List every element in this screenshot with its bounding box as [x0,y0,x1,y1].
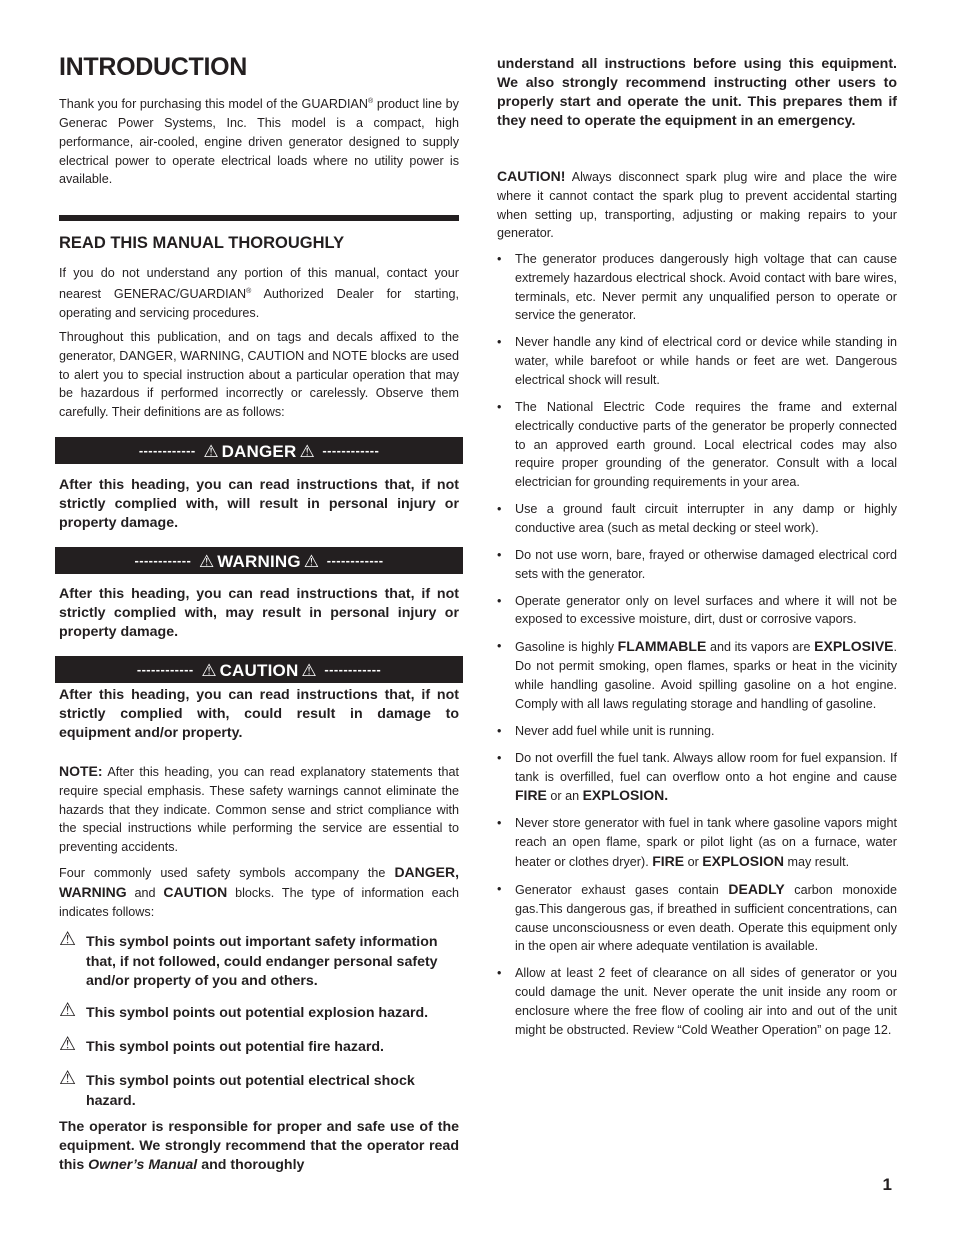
electrical-shock-icon: ⚠ [59,1068,77,1089]
list-item: • Do not overfill the fuel tank. Always allow room for fuel expansion. If tank is overfilled, fuel can overflow onto a hot engine and cause FIRE or an EXPLOSION. [497,750,897,804]
caution-paragraph: CAUTION! Always disconnect spark plug wire and place the wire where it cannot contact the spark plug to prevent accidental starting when setting up, transporting, adjusting or making repairs to your generator. [497,168,897,241]
explosion-hazard-icon: ⚠ [59,1000,77,1021]
safety-bullet-list [497,250,897,1048]
danger-banner: ------------ ⚠ DANGER ⚠ ------------ [55,437,463,464]
page-number: 1 [882,1175,892,1194]
symbol-item-electrical: ⚠ This symbol points out potential electrical shock hazard. [59,1068,415,1109]
page-title: INTRODUCTION [59,53,248,81]
section-divider [59,215,459,221]
list-item: • Gasoline is highly FLAMMABLE and its vapors are EXPLOSIVE. Do not permit smoking, open flames, sparks or heat in the vicinity while handling gasoline. Avoid spilling gasoline on a hot engine. Comply with all laws regulating storage and handling of gasoline. [497,638,898,711]
warning-triangle-icon: ⚠ [299,442,315,461]
danger-definition: After this heading, you can read instructions that, if not strictly complied with, will result in personal injury or property damage. [59,477,459,531]
operator-paragraph-continued: understand all instructions before using this equipment. We also strongly recommend instructing other users to properly start and operate the unit. This prepares them if they need to operate the equipment in an emergency. [497,56,897,129]
warning-triangle-icon: ⚠ [198,552,215,571]
warning-definition: After this heading, you can read instructions that, if not strictly complied with, may result in personal injury or property damage. [59,586,459,640]
warning-banner: ------------ ⚠ WARNING ⚠ ------------ [55,547,463,574]
list-item: • Allow at least 2 feet of clearance on all sides of generator or you could damage the unit. Never operate the unit inside any room or enclosure where the free flow of cooling air into and out of the unit might be obstructed. Review “Cold Weather Operation” on page 12. [497,966,897,1037]
note-label: NOTE: [59,763,103,779]
note-paragraph: NOTE: After this heading, you can read explanatory statements that require special emphasis. These safety warnings cannot eliminate the hazards that they indicate. Common sense and strict compliance with the special instructions while performing the service are essential to preventing accidents. [59,763,459,855]
caution-banner: ------------ ⚠ CAUTION ⚠ ------------ [55,656,463,683]
list-item: • Do not use worn, bare, frayed or otherwise damaged electrical cord sets with the generator. [497,547,897,581]
caution-definition: After this heading, you can read instructions that, if not strictly complied with, could result in damage to equipment and/or property. [59,687,459,741]
symbol-item-fire: ⚠ This symbol points out potential fire hazard. [59,1034,384,1055]
list-item: • The generator produces dangerously high voltage that can cause extremely hazardous electrical shock. Avoid contact with bare wires, terminals, etc. Never permit any unqualified person to operate or service the generator. [497,252,897,323]
manual-paragraph-1: If you do not understand any portion of this manual, contact your nearest GENERAC/GUARDIAN® Authorized Dealer for starting, operating and servicing procedures. [59,266,459,320]
symbols-intro: Four commonly used safety symbols accompany the DANGER, WARNING and CAUTION blocks. The type of information each indicates follows: [59,864,459,919]
warning-triangle-icon: ⚠ [303,552,320,571]
warning-triangle-icon: ⚠ [301,661,317,680]
list-item: • Operate generator only on level surfaces and where it will not be exposed to excessive moisture, dirt, dust or corrosive vapors. [497,593,897,627]
section-heading: READ THIS MANUAL THOROUGHLY [59,234,345,252]
intro-paragraph: Thank you for purchasing this model of the GUARDIAN® product line by Generac Power Systems, Inc. This model is a compact, high performance, air-cooled, engine driven generator designed to supply electrical power to operate electrical loads where no utility power is available. [59,97,459,187]
list-item: • The National Electric Code requires the frame and external electrically conductive parts of the generator be properly connected to an approved earth ground. Local electrical codes may also require proper grounding of the generator. Consult with a local electrician for grounding requirements in your area. [497,399,897,490]
warning-triangle-icon: ⚠ [203,442,219,461]
list-item: • Use a ground fault circuit interrupter in any damp or highly conductive area (such as metal decking or steel work). [497,502,897,535]
list-item: • Generator exhaust gases contain DEADLY carbon monoxide gas.This dangerous gas, if breathed in sufficient concentrations, can cause unconsciousness or even death. Operate this equipment only in the open air where adequate ventilation is available. [497,880,897,954]
warning-triangle-icon: ⚠ [201,661,217,680]
operator-paragraph: The operator is responsible for proper and safe use of the equipment. We strongly recommend that the operator read this Owner’s Manual and thoroughly [59,1119,459,1173]
fire-hazard-icon: ⚠ [59,1034,77,1055]
symbol-item-general: ⚠ This symbol points out important safety information that, if not followed, could endanger personal safety and/or property of you and others. [59,929,438,989]
list-item: • Never handle any kind of electrical cord or device while standing in water, while barefoot or while hands or feet are wet. Dangerous electrical shock will result. [497,335,897,387]
general-safety-icon: ⚠ [59,929,77,950]
list-item: • Never store generator with fuel in tank where gasoline vapors might reach an open flame, spark or pilot light (as on a furnace, water heater or clothes dryer). FIRE or EXPLOSION may result. [497,816,897,869]
list-item: • Never add fuel while unit is running. [497,723,715,738]
symbol-item-explosion: ⚠ This symbol points out potential explosion hazard. [59,1000,429,1021]
caution-label: CAUTION! [497,168,566,184]
manual-paragraph-2: Throughout this publication, and on tags and decals affixed to the generator, DANGER, WARNING, CAUTION and NOTE blocks are used to alert you to special instruction about a particular operation that may be hazardous if performed incorrectly or carelessly. Observe them carefully. Their definitions are as follows: [59,330,459,420]
